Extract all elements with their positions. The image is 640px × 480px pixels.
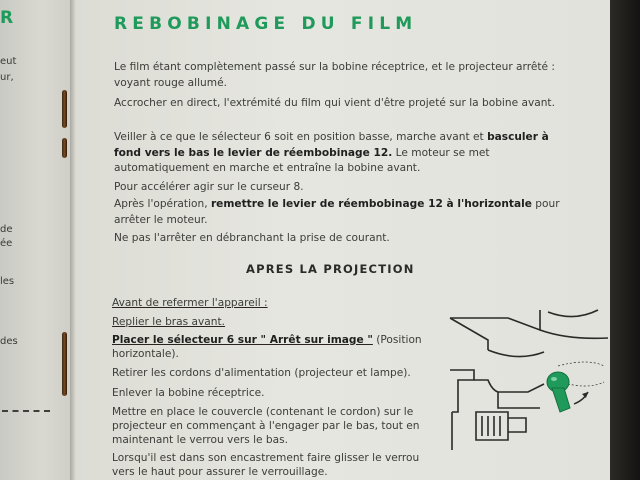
step: Enlever la bobine réceptrice. xyxy=(112,387,265,399)
left-fragment: des xyxy=(0,336,18,347)
paragraph: Accrocher en direct, l'extrémité du film qui vient d'être projeté sur la bobine avant. xyxy=(114,97,555,109)
staple xyxy=(62,138,67,158)
paragraph-text: pour arrêter le moteur. xyxy=(114,198,560,226)
step: horizontale). xyxy=(112,348,179,360)
left-fragment: ur, xyxy=(0,72,14,83)
left-fragment: R xyxy=(0,8,14,28)
paragraph-text: Le moteur se met automatiquement en marche et entraîne la bobine avant. xyxy=(114,146,490,174)
left-fragment: les xyxy=(0,276,15,287)
right-page xyxy=(70,0,610,480)
background-shadow xyxy=(610,0,640,480)
step-text: (Position xyxy=(372,334,422,346)
page-spine xyxy=(70,0,76,480)
paragraph-emphasis: basculer à fond vers le bas le levier de réembobinage 12. xyxy=(114,131,549,159)
left-divider xyxy=(2,410,50,412)
step: Lorsqu'il est dans son encastrement faire glisser le verrou vers le haut pour assurer le verrouillage. xyxy=(112,452,420,478)
step: Mettre en place le couvercle (contenant le cordon) sur le projecteur en commençant à l'engager par le bas, tout en maintenant le verrou vers le bas. xyxy=(112,406,420,446)
paragraph xyxy=(114,130,564,177)
paragraph: Ne pas l'arrêter en débranchant la prise de courant. xyxy=(114,232,390,244)
staple xyxy=(62,90,67,128)
left-fragment: ée xyxy=(0,238,13,249)
step-emphasis: Placer le sélecteur 6 sur " Arrêt sur image " xyxy=(112,334,373,346)
section-heading: APRES LA PROJECTION xyxy=(246,262,415,276)
paragraph-text: Après l'opération, xyxy=(114,198,211,210)
left-fragment: de xyxy=(0,224,13,235)
page-title: REBOBINAGE DU FILM xyxy=(114,14,418,34)
paragraph-emphasis: remettre le levier de réembobinage 12 à l'horizontale xyxy=(210,198,532,210)
staple xyxy=(62,332,67,396)
step: Retirer les cordons d'alimentation (projecteur et lampe). xyxy=(112,367,411,379)
step: Replier le bras avant. xyxy=(112,316,226,328)
lever-knob xyxy=(547,372,570,412)
step: Avant de refermer l'appareil : xyxy=(112,297,268,309)
paragraph-text: Veiller à ce que le sélecteur 6 soit en position basse, marche avant et xyxy=(114,131,488,143)
step xyxy=(112,333,422,347)
paragraph: Pour accélérer agir sur le curseur 8. xyxy=(114,181,304,193)
paragraph xyxy=(114,197,564,228)
left-fragment: eut xyxy=(0,56,17,67)
paragraph: Le film étant complètement passé sur la bobine réceptrice, et le projecteur arrêté : voyant rouge allumé. xyxy=(114,61,555,89)
projector-lever-diagram-icon xyxy=(448,300,610,460)
left-page xyxy=(0,0,70,480)
